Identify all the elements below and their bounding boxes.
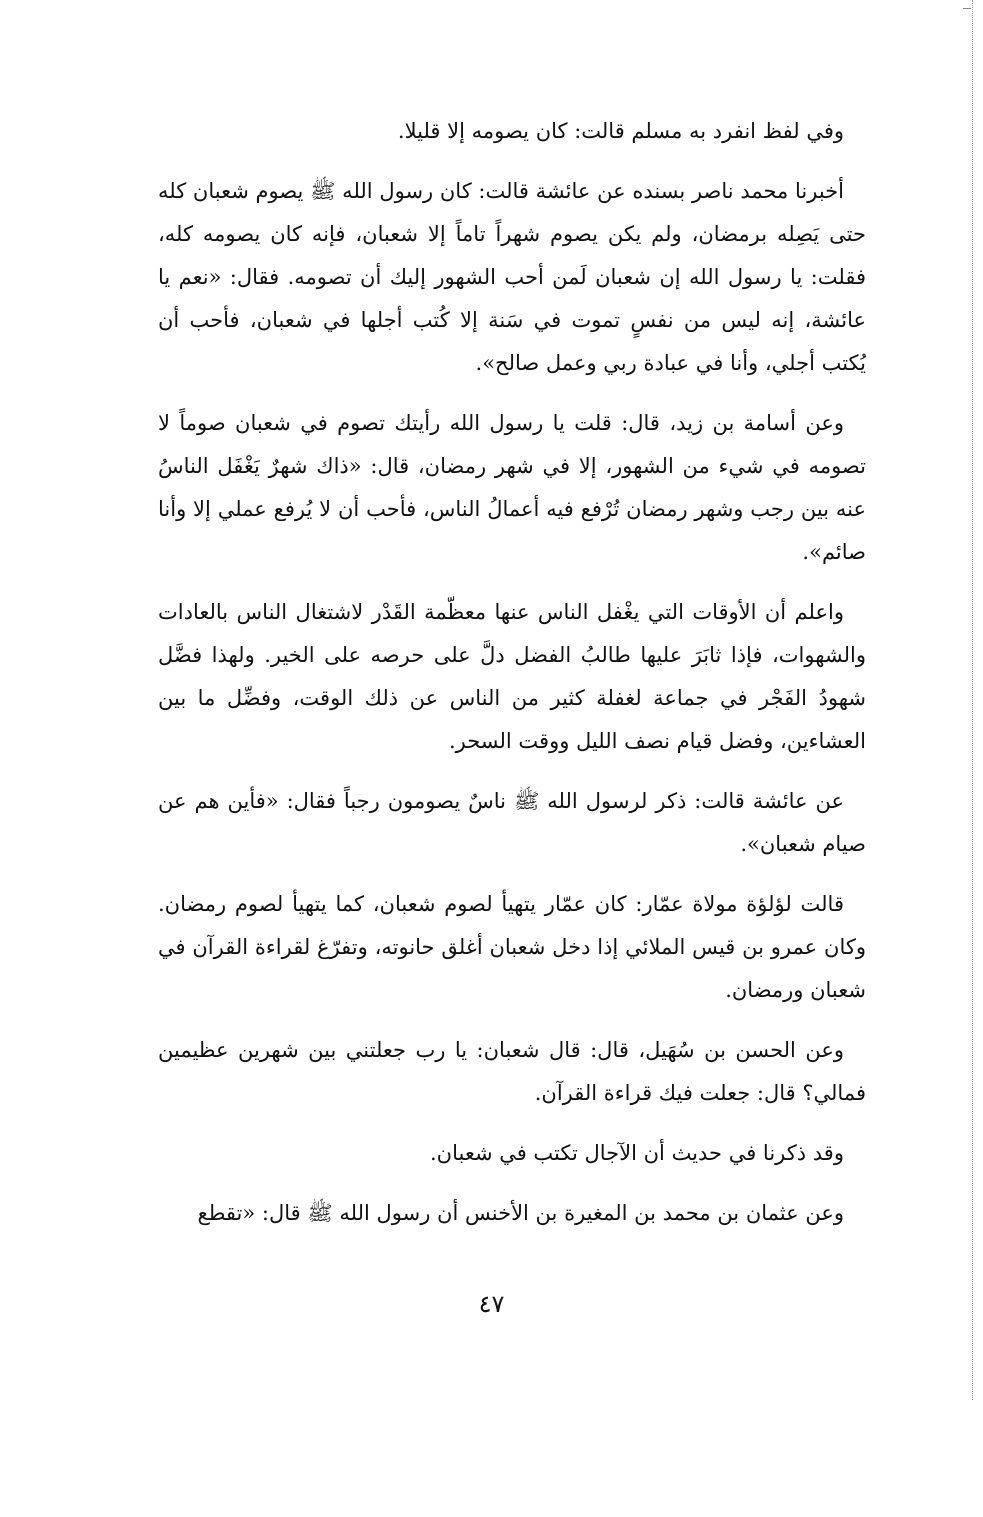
- paragraph-5: عن عائشة قالت: ذكر لرسول الله ﷺ ناسٌ يصومون رجباً فقال: «فأين هم عن صيام شعبان».: [158, 789, 866, 856]
- paragraph-7: وعن الحسن بن سُهَيل، قال: قال شعبان: يا رب جعلتني بين شهرين عظيمين فمالي؟ قال: جعلت فيك قراءة القرآن.: [158, 1038, 866, 1105]
- page-number: ٤٧: [478, 1290, 505, 1318]
- paragraph-4: واعلم أن الأوقات التي يغْفل الناس عنها معظّمة القَدْر لاشتغال الناس بالعادات والشهوات، فإذا ثابَرَ عليها طالبُ الفضل دلَّ على حرصه على الخير. ولهذا فضَّل شهودُ الفَجْر في جماعة لغفلة كثير من الناس عن ذلك الوقت، وفضِّل ما بين العشاءين، وفضل قيام نصف الليل ووقت السحر.: [158, 600, 866, 753]
- paragraph-3: وعن أسامة بن زيد، قال: قلت يا رسول الله رأيتك تصوم في شعبان صوماً لا تصومه في شيء من الشهور، إلا في شهر رمضان، قال: «ذاك شهرٌ يَغْفَل الناسُ عنه بين رجب وشهر رمضان تُرْفع فيه أعمالُ الناس، فأحب أن لا يُرفع عملي إلا وأنا صائم».: [158, 411, 866, 564]
- body-text: [158, 110, 866, 1252]
- paragraph-1: وفي لفظ انفرد به مسلم قالت: كان يصومه إلا قليلا.: [397, 119, 844, 143]
- paragraph-6: قالت لؤلؤة مولاة عمّار: كان عمّار يتهيأ لصوم شعبان، كما يتهيأ لصوم رمضان. وكان عمرو بن قيس الملائي إذا دخل شعبان أغلق حانوته، وتفرّغ لقراءة القرآن في شعبان ورمضان.: [158, 892, 866, 1002]
- paragraph-2: أخبرنا محمد ناصر بسنده عن عائشة قالت: كان رسول الله ﷺ يصوم شعبان كله حتى يَصِله برمضان، ولم يكن يصوم شهراً تاماً إلا شعبان، فإنه كان يصومه كله، فقلت: يا رسول الله إن شعبان لَمن أحب الشهور إليك أن تصومه. فقال: «نعم يا عائشة، إنه ليس من نفسٍ تموت في سَنة إلا كُتب أجلها في شعبان، فأحب أن يُكتب أجلي، وأنا في عبادة ربي وعمل صالح».: [158, 179, 866, 375]
- scan-corner-mark: [963, 8, 971, 17]
- paragraph-9: وعن عثمان بن محمد بن المغيرة بن الأخنس أن رسول الله ﷺ قال: «تقطع: [197, 1201, 844, 1225]
- paragraph-8: وقد ذكرنا في حديث أن الآجال تكتب في شعبان.: [429, 1141, 844, 1165]
- margin-dotted-rule: [972, 0, 973, 1400]
